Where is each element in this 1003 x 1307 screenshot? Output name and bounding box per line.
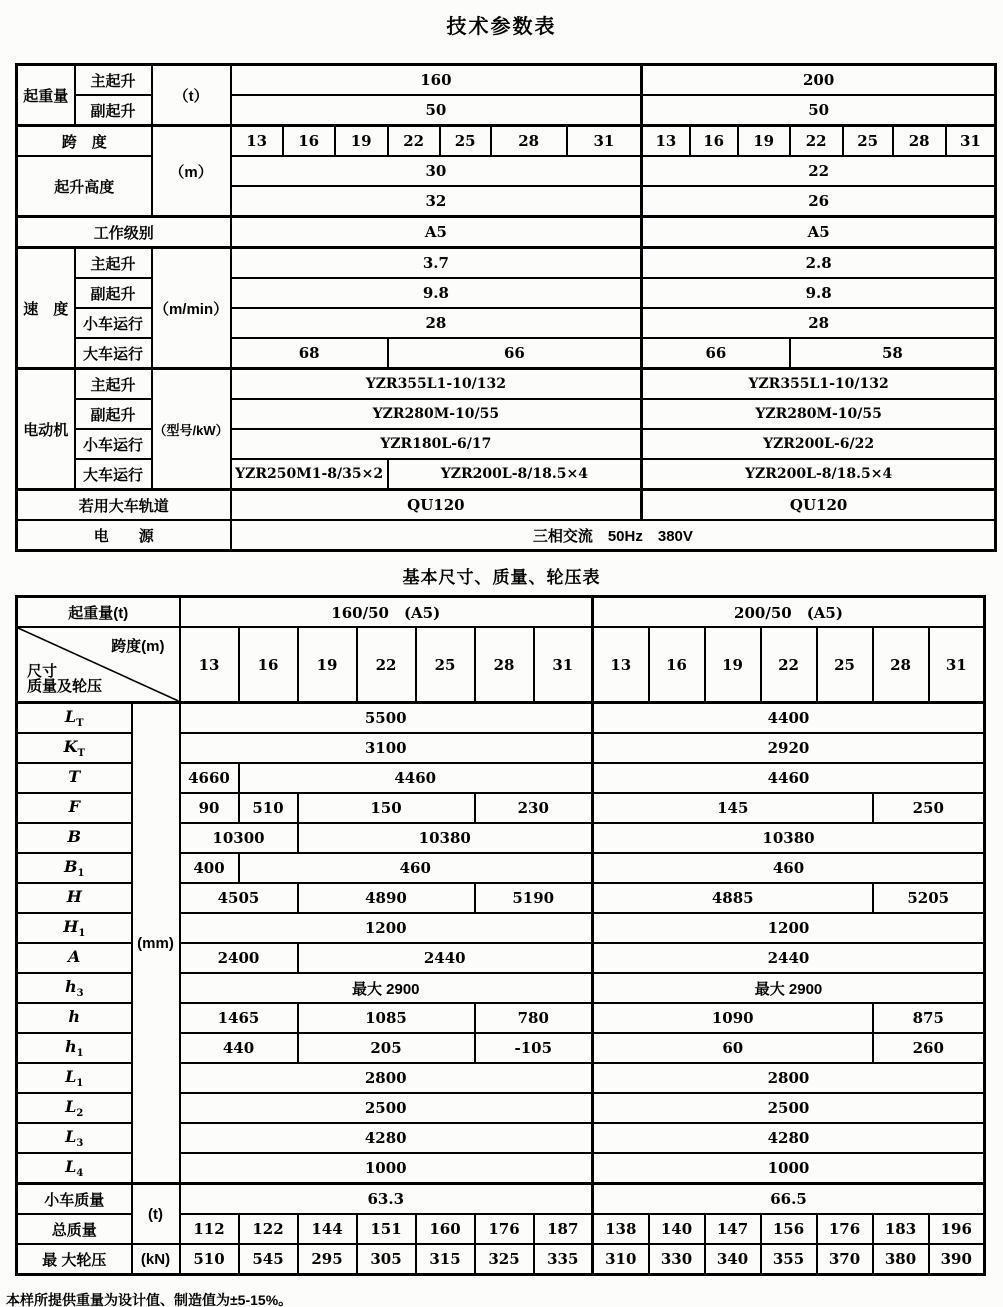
capacity-label: 起重量	[17, 65, 75, 126]
span-value-cell: 28	[475, 627, 534, 703]
h1-g2-1: 260	[873, 1033, 985, 1063]
row-LT-label: $L_T$	[17, 703, 132, 734]
L3-g2: 4280	[593, 1123, 985, 1153]
span-value-cell: 16	[649, 627, 705, 703]
L2-g1: 2500	[180, 1093, 593, 1123]
F-g1-3: 230	[475, 793, 593, 823]
L1-g1: 2800	[180, 1063, 593, 1093]
g2-capacity-aux: 50	[642, 95, 996, 126]
g1-speed-crane-b: 66	[388, 338, 642, 369]
trolley-mass-label: 小车质量	[17, 1184, 132, 1215]
g1-motor-main: YZR355L1-10/132	[231, 369, 642, 400]
g2-speed-crane-a: 66	[642, 338, 790, 369]
motor-main-hoist-label: 主起升	[75, 369, 152, 400]
g2-rail: QU120	[642, 490, 996, 521]
span-value-cell: 16	[239, 627, 298, 703]
span-value-cell: 22	[761, 627, 817, 703]
total-mass-cell: 138	[593, 1214, 649, 1244]
span-value-cell: 25	[416, 627, 475, 703]
g2-motor-trolley: YZR200L-6/22	[642, 429, 996, 459]
LT-g1: 5500	[180, 703, 593, 734]
B1-g2: 460	[593, 853, 985, 883]
total-mass-cell: 196	[929, 1214, 985, 1244]
row-h-label: h	[17, 1003, 132, 1033]
max-wheel-load-cell: 510	[180, 1244, 239, 1275]
row-H1-label: $H_1$	[17, 913, 132, 943]
T-g2: 4460	[593, 763, 985, 793]
total-mass-cell: 151	[357, 1214, 416, 1244]
B1-g1-0: 400	[180, 853, 239, 883]
g2-speed-main: 2.8	[642, 248, 996, 279]
t2-capacity-label: 起重量(t)	[17, 597, 180, 628]
h1-g1-1: 205	[298, 1033, 475, 1063]
span-value-cell: 13	[231, 126, 283, 157]
max-wheel-load-cell: 305	[357, 1244, 416, 1275]
h3-g1: 最大 2900	[180, 973, 593, 1003]
L4-g1: 1000	[180, 1153, 593, 1184]
span-value-cell: 16	[283, 126, 335, 157]
total-mass-cell: 160	[416, 1214, 475, 1244]
KT-g2: 2920	[593, 733, 985, 763]
speed-main-hoist-label: 主起升	[75, 248, 152, 279]
row-L1-label: $L_1$	[17, 1063, 132, 1093]
KT-g1: 3100	[180, 733, 593, 763]
row-h1-label: $h_1$	[17, 1033, 132, 1063]
aux-hoist-label: 副起升	[75, 95, 152, 126]
row-A-label: A	[17, 943, 132, 973]
total-mass-label: 总质量	[17, 1214, 132, 1244]
h1-g1-2: -105	[475, 1033, 593, 1063]
F-g1-0: 90	[180, 793, 239, 823]
total-mass-cell: 112	[180, 1214, 239, 1244]
max-wheel-load-cell: 325	[475, 1244, 534, 1275]
H1-g2: 1200	[593, 913, 985, 943]
span-value-cell: 13	[180, 627, 239, 703]
unit-mmin-label: （m/min）	[152, 248, 231, 369]
speed-trolley-label: 小车运行	[75, 308, 152, 338]
span-label: 跨 度	[17, 126, 152, 157]
g2-lift-height-main: 22	[642, 156, 996, 186]
LT-g2: 4400	[593, 703, 985, 734]
row-L3-label: $L_3$	[17, 1123, 132, 1153]
unit-kn-label: (kN)	[132, 1244, 180, 1275]
speed-label: 速 度	[17, 248, 75, 369]
power-value: 三相交流 50Hz 380V	[231, 520, 996, 551]
h-g2-0: 1090	[593, 1003, 873, 1033]
unit-m-label: （m）	[152, 126, 231, 217]
g2-capacity-main: 200	[642, 65, 996, 96]
h-g2-1: 875	[873, 1003, 985, 1033]
max-wheel-load-cell: 340	[705, 1244, 761, 1275]
total-mass-cell: 140	[649, 1214, 705, 1244]
max-wheel-load-cell: 355	[761, 1244, 817, 1275]
B-g1-0: 10300	[180, 823, 298, 853]
span-value-cell: 31	[534, 627, 593, 703]
total-mass-cell: 147	[705, 1214, 761, 1244]
main-hoist-label: 主起升	[75, 65, 152, 96]
row-B-label: B	[17, 823, 132, 853]
g2-speed-aux: 9.8	[642, 278, 996, 308]
lift-height-label: 起升高度	[17, 156, 152, 217]
span-value-cell: 19	[738, 126, 790, 157]
F-g2-1: 250	[873, 793, 985, 823]
g1-motor-crane-b: YZR200L-8/18.5×4	[388, 459, 642, 490]
unit-t2-label: (t)	[132, 1184, 180, 1245]
span-value-cell: 25	[843, 126, 893, 157]
technical-parameters-table	[15, 63, 997, 552]
A-g1-1: 2440	[298, 943, 593, 973]
g1-speed-crane-a: 68	[231, 338, 388, 369]
max-wheel-load-cell: 335	[534, 1244, 593, 1275]
H-g2-0: 4885	[593, 883, 873, 913]
unit-model-label: （型号/kW）	[152, 369, 231, 490]
g1-motor-crane-a: YZR250M1-8/35×2	[231, 459, 388, 490]
span-value-cell: 28	[491, 126, 567, 157]
motor-label: 电动机	[17, 369, 75, 490]
total-mass-cell: 176	[817, 1214, 873, 1244]
span-value-cell: 22	[790, 126, 843, 157]
F-g1-1: 510	[239, 793, 298, 823]
h1-g1-0: 440	[180, 1033, 298, 1063]
H-g1-0: 4505	[180, 883, 298, 913]
g1-motor-trolley: YZR180L-6/17	[231, 429, 642, 459]
g1-motor-aux: YZR280M-10/55	[231, 399, 642, 429]
speed-aux-hoist-label: 副起升	[75, 278, 152, 308]
g2-speed-crane-b: 58	[790, 338, 996, 369]
g2-motor-main: YZR355L1-10/132	[642, 369, 996, 400]
speed-crane-label: 大车运行	[75, 338, 152, 369]
table2-title: 基本尺寸、质量、轮压表	[402, 568, 601, 587]
span-value-cell: 22	[357, 627, 416, 703]
dimensions-mass-wheel-load-table	[15, 595, 986, 1276]
total-mass-cell: 144	[298, 1214, 357, 1244]
corner-span-label: 跨度(m)	[111, 638, 165, 655]
g1-rail: QU120	[231, 490, 642, 521]
footnote-text: 本样所提供重量为设计值、制造值为±5-15%。	[6, 1292, 293, 1307]
corner-mass-label: 质量及轮压	[27, 678, 103, 695]
g1-speed-aux: 9.8	[231, 278, 642, 308]
L3-g1: 4280	[180, 1123, 593, 1153]
g1-capacity-aux: 50	[231, 95, 642, 126]
motor-trolley-label: 小车运行	[75, 429, 152, 459]
row-H-label: H	[17, 883, 132, 913]
L1-g2: 2800	[593, 1063, 985, 1093]
total-mass-cell: 122	[239, 1214, 298, 1244]
h-g1-2: 780	[475, 1003, 593, 1033]
total-mass-cell: 187	[534, 1214, 593, 1244]
max-wheel-load-cell: 370	[817, 1244, 873, 1275]
unit-mm-label: (mm)	[132, 703, 180, 1184]
g2-motor-crane: YZR200L-8/18.5×4	[642, 459, 996, 490]
t2-g1-header: 160/50 (A5)	[180, 597, 593, 628]
g1-capacity-main: 160	[231, 65, 642, 96]
g1-speed-main: 3.7	[231, 248, 642, 279]
trolley-mass-g1: 63.3	[180, 1184, 593, 1215]
h3-g2: 最大 2900	[593, 973, 985, 1003]
max-wheel-load-label: 最 大轮压	[17, 1244, 132, 1275]
g1-duty-class: A5	[231, 217, 642, 248]
g2-speed-trolley: 28	[642, 308, 996, 338]
row-F-label: F	[17, 793, 132, 823]
max-wheel-load-cell: 545	[239, 1244, 298, 1275]
total-mass-cell: 183	[873, 1214, 929, 1244]
span-value-cell: 28	[873, 627, 929, 703]
h-g1-1: 1085	[298, 1003, 475, 1033]
span-value-cell: 31	[567, 126, 642, 157]
span-value-cell: 16	[690, 126, 738, 157]
A-g1-0: 2400	[180, 943, 298, 973]
row-h3-label: $h_3$	[17, 973, 132, 1003]
span-value-cell: 13	[642, 126, 690, 157]
B-g1-1: 10380	[298, 823, 593, 853]
A-g2: 2440	[593, 943, 985, 973]
span-value-cell: 25	[440, 126, 491, 157]
max-wheel-load-cell: 380	[873, 1244, 929, 1275]
span-value-cell: 13	[593, 627, 649, 703]
motor-aux-hoist-label: 副起升	[75, 399, 152, 429]
H-g1-2: 5190	[475, 883, 593, 913]
h-g1-0: 1465	[180, 1003, 298, 1033]
g1-lift-height-aux: 32	[231, 186, 642, 217]
span-value-cell: 28	[893, 126, 946, 157]
span-value-cell: 19	[298, 627, 357, 703]
row-L4-label: $L_4$	[17, 1153, 132, 1184]
g2-lift-height-aux: 26	[642, 186, 996, 217]
rail-label: 若用大车轨道	[17, 490, 231, 521]
H-g1-1: 4890	[298, 883, 475, 913]
row-T-label: T	[17, 763, 132, 793]
span-value-cell: 19	[705, 627, 761, 703]
L2-g2: 2500	[593, 1093, 985, 1123]
t2-g2-header: 200/50 (A5)	[593, 597, 985, 628]
F-g2-0: 145	[593, 793, 873, 823]
T-g1-1: 4460	[239, 763, 593, 793]
span-value-cell: 31	[929, 627, 985, 703]
span-value-cell: 31	[946, 126, 996, 157]
h1-g2-0: 60	[593, 1033, 873, 1063]
diagonal-header-cell	[17, 627, 180, 703]
total-mass-cell: 156	[761, 1214, 817, 1244]
H1-g1: 1200	[180, 913, 593, 943]
row-KT-label: $K_T$	[17, 733, 132, 763]
g2-duty-class: A5	[642, 217, 996, 248]
T-g1-0: 4660	[180, 763, 239, 793]
row-B1-label: $B_1$	[17, 853, 132, 883]
g1-lift-height-main: 30	[231, 156, 642, 186]
g1-speed-trolley: 28	[231, 308, 642, 338]
max-wheel-load-cell: 315	[416, 1244, 475, 1275]
g2-motor-aux: YZR280M-10/55	[642, 399, 996, 429]
L4-g2: 1000	[593, 1153, 985, 1184]
span-value-cell: 25	[817, 627, 873, 703]
motor-crane-label: 大车运行	[75, 459, 152, 490]
max-wheel-load-cell: 390	[929, 1244, 985, 1275]
max-wheel-load-cell: 295	[298, 1244, 357, 1275]
duty-class-label: 工作级别	[17, 217, 231, 248]
max-wheel-load-cell: 310	[593, 1244, 649, 1275]
H-g2-1: 5205	[873, 883, 985, 913]
table1-title: 技术参数表	[446, 16, 557, 38]
row-L2-label: $L_2$	[17, 1093, 132, 1123]
B1-g1-1: 460	[239, 853, 593, 883]
span-value-cell: 19	[335, 126, 388, 157]
corner-dimension-label: 尺寸	[27, 663, 58, 680]
power-label: 电 源	[17, 520, 231, 551]
unit-t-label: （t）	[152, 65, 231, 126]
total-mass-cell: 176	[475, 1214, 534, 1244]
F-g1-2: 150	[298, 793, 475, 823]
trolley-mass-g2: 66.5	[593, 1184, 985, 1215]
span-value-cell: 22	[388, 126, 440, 157]
B-g2: 10380	[593, 823, 985, 853]
max-wheel-load-cell: 330	[649, 1244, 705, 1275]
